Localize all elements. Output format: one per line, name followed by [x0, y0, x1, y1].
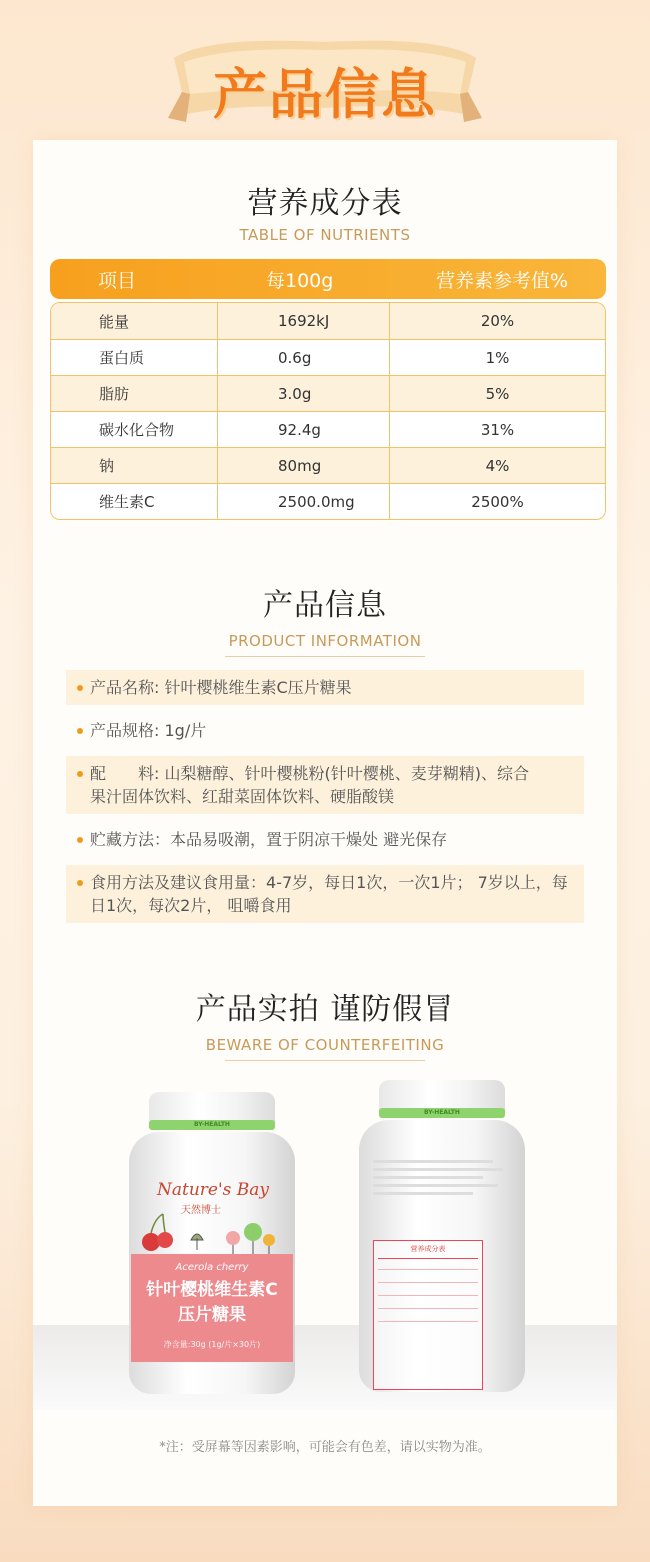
row-nrv: 1%	[389, 340, 605, 375]
cap-ring: BY-HEALTH	[149, 1120, 275, 1130]
row-nrv: 4%	[389, 448, 605, 483]
bullet-icon	[77, 880, 83, 886]
table-row	[51, 483, 605, 519]
table-row	[51, 303, 605, 339]
bullet-icon	[77, 728, 83, 734]
table-row	[51, 375, 605, 411]
brand-logo: Nature's Bay	[157, 1180, 270, 1200]
row-amount: 0.6g	[217, 340, 389, 375]
row-item: 蛋白质	[99, 349, 145, 367]
table-row	[51, 447, 605, 483]
info-item-usage: 食用方法及建议食用量：4-7岁，每日1次，一次1片； 7岁以上，每日1次，每次2片， 咀嚼食用	[66, 865, 584, 923]
header-per100g: 每100g	[266, 269, 334, 292]
variety-text: Acerola cherry	[175, 1262, 249, 1273]
info-item-ingredients: 配 料: 山梨糖醇、针叶樱桃粉(针叶樱桃、麦芽糊精)、综合果汁固体饮料、红甜菜固体饮料、硬脂酸镁	[66, 756, 584, 814]
nutrition-table	[50, 259, 606, 520]
row-amount: 1692kJ	[217, 303, 389, 339]
row-nrv: 2500%	[389, 484, 605, 519]
bullet-icon	[77, 837, 83, 843]
nutrition-subtitle: TABLE OF NUTRIENTS	[239, 226, 411, 244]
bullet-icon	[77, 685, 83, 691]
title-banner	[168, 22, 482, 134]
back-label-title: 营养成分表	[410, 1245, 446, 1253]
brand-cn: 天然博士	[181, 1205, 221, 1216]
front-bottle	[129, 1092, 299, 1394]
row-nrv: 20%	[389, 303, 605, 339]
header-item: 项目	[98, 269, 137, 292]
disclaimer-note: *注：受屏幕等因素影响，可能会有色差，请以实物为准。	[159, 1440, 491, 1455]
row-item: 钠	[99, 457, 115, 475]
photo-floor	[33, 1325, 617, 1410]
table-header	[50, 259, 606, 299]
row-nrv: 5%	[389, 376, 605, 411]
back-nutrition-label	[373, 1240, 483, 1390]
cap-ring: BY-HEALTH	[379, 1108, 505, 1118]
row-amount: 80mg	[217, 448, 389, 483]
product-name-line2: 压片糖果	[178, 1305, 246, 1325]
product-info-subtitle: PRODUCT INFORMATION	[0, 632, 650, 657]
row-item: 脂肪	[99, 385, 130, 403]
label-band	[131, 1254, 293, 1362]
info-item-spec: 产品规格: 1g/片	[66, 713, 584, 748]
row-amount: 3.0g	[217, 376, 389, 411]
table-row	[51, 339, 605, 375]
nutrition-title: 营养成分表	[247, 186, 403, 221]
table-row	[51, 411, 605, 447]
row-nrv: 31%	[389, 412, 605, 447]
header-nrv: 营养素参考值%	[435, 269, 569, 292]
table-body	[50, 302, 606, 520]
row-item: 碳水化合物	[99, 421, 175, 439]
row-amount: 2500.0mg	[217, 484, 389, 519]
row-amount: 92.4g	[217, 412, 389, 447]
photo-title: 产品实拍 谨防假冒	[195, 992, 455, 1027]
banner-title: 产品信息	[213, 63, 437, 126]
product-name-line1: 针叶樱桃维生素C	[146, 1280, 278, 1300]
cherry-illustration	[137, 1210, 287, 1256]
product-info-title: 产品信息	[263, 588, 387, 623]
bullet-icon	[77, 771, 83, 777]
info-item-name: 产品名称: 针叶樱桃维生素C压片糖果	[66, 670, 584, 705]
row-item: 维生素C	[99, 493, 155, 511]
product-info-list	[66, 670, 584, 931]
photo-subtitle: BEWARE OF COUNTERFEITING	[0, 1036, 650, 1061]
back-bottle	[359, 1080, 529, 1394]
net-content: 净含量:30g (1g/片×30片)	[163, 1340, 261, 1349]
row-item: 能量	[99, 312, 130, 331]
info-item-storage: 贮藏方法：本品易吸潮，置于阴凉干燥处 避光保存	[66, 822, 584, 857]
product-photo	[33, 1080, 617, 1410]
back-text-block	[373, 1160, 513, 1200]
